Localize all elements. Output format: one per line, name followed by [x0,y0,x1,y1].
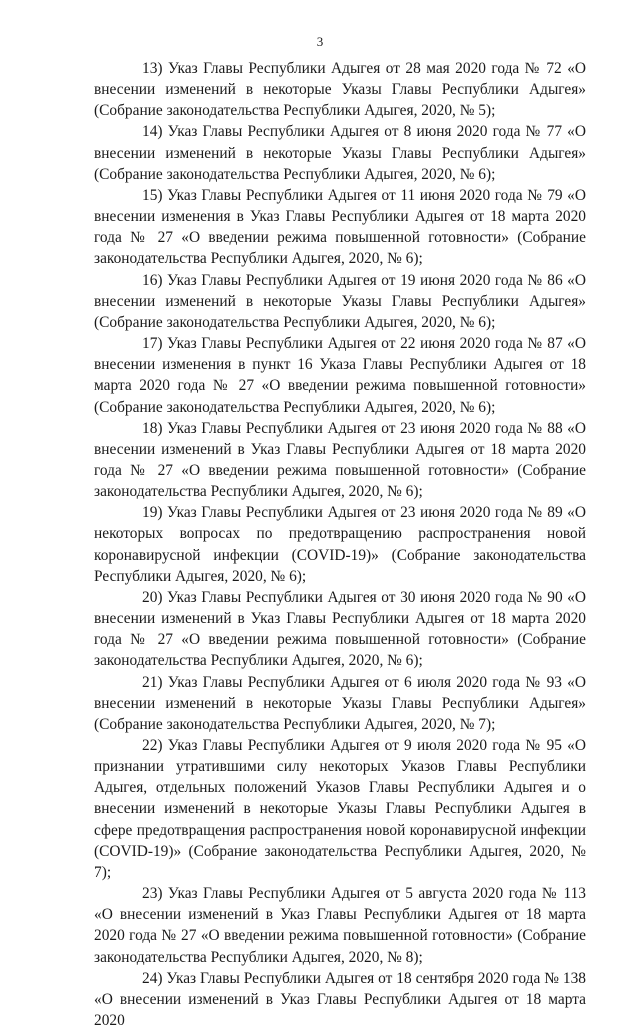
list-item-20: 20) Указ Главы Республики Адыгея от 30 июня 2020 года № 90 «О внесении изменений в Указ Главы Республики Адыгея от 18 марта 2020 года № 27 «О введении режима повышенной готовности» (Собрание законодательства Республики Адыгея, 2020, № 6); [94,588,586,670]
page-number: 3 [316,34,324,49]
list-item-24: 24) Указ Главы Республики Адыгея от 18 сентября 2020 года № 138 «О внесении изменений в Указ Главы Республики Адыгея от 18 марта 2020 [94,969,586,1030]
list-item-15: 15) Указ Главы Республики Адыгея от 11 июня 2020 года № 79 «О внесении изменения в Указ Главы Республики Адыгея от 18 марта 2020 года № 27 «О введении режима повышенной готовности» (Собрание законодательства Республики Адыгея, 2020, № 6); [94,186,586,268]
list-item-21: 21) Указ Главы Республики Адыгея от 6 июля 2020 года № 93 «О внесении изменений в некоторые Указы Главы Республики Адыгея» (Собрание законодательства Республики Адыгея, 2020, № 7); [94,673,586,733]
list-item-14: 14) Указ Главы Республики Адыгея от 8 июня 2020 года № 77 «О внесении изменений в некоторые Указы Главы Республики Адыгея» (Собрание законодательства Республики Адыгея, 2020, № 6); [94,123,586,183]
list-item-17: 17) Указ Главы Республики Адыгея от 22 июня 2020 года № 87 «О внесении изменения в пункт 16 Указа Главы Республики Адыгея от 18 марта 2020 года № 27 «О введении режима повышенной готовности» (Собрание законодательства Республики Адыгея, 2020, № 6); [94,335,586,416]
list-item-18: 18) Указ Главы Республики Адыгея от 23 июня 2020 года № 88 «О внесении изменений в Указ Главы Республики Адыгея от 18 марта 2020 года № 27 «О введении режима повышенной готовности» (Собрание законодательства Республики Адыгея, 2020, № 6); [94,419,586,501]
list-item-13: 13) Указ Главы Республики Адыгея от 28 мая 2020 года № 72 «О внесении изменений в некоторые Указы Главы Республики Адыгея» (Собрание законодательства Республики Адыгея, 2020, № 5); [94,60,586,120]
list-item-19: 19) Указ Главы Республики Адыгея от 23 июня 2020 года № 89 «О некоторых вопросах по предотвращению распространения новой коронавирусной инфекции (COVID-19)» (Собрание законодательства Республики Адыгея, 2020, № 6); [94,504,586,585]
list-item-23: 23) Указ Главы Республики Адыгея от 5 августа 2020 года № 113 «О внесении изменений в Указ Главы Республики Адыгея от 18 марта 2020 года № 27 «О введении режима повышенной готовности» (Собрание законодательства Республики Адыгея, 2020, № 8); [94,885,586,966]
list-item-16: 16) Указ Главы Республики Адыгея от 19 июня 2020 года № 86 «О внесении изменений в некоторые Указы Главы Республики Адыгея» (Собрание законодательства Республики Адыгея, 2020, № 6); [94,271,586,331]
decree-list [94,58,586,1031]
list-item-22: 22) Указ Главы Республики Адыгея от 9 июля 2020 года № 95 «О признании утратившими силу некоторых Указов Главы Республики Адыгея, отдельных положений Указов Главы Республики Адыгея и о внесении изменений в некоторые Указы Главы Республики Адыгея в сфере предотвращения распространения новой коронавирусной инфекции (COVID-19)» (Собрание законодательства Республики Адыгея, 2020, № 7); [94,737,586,881]
